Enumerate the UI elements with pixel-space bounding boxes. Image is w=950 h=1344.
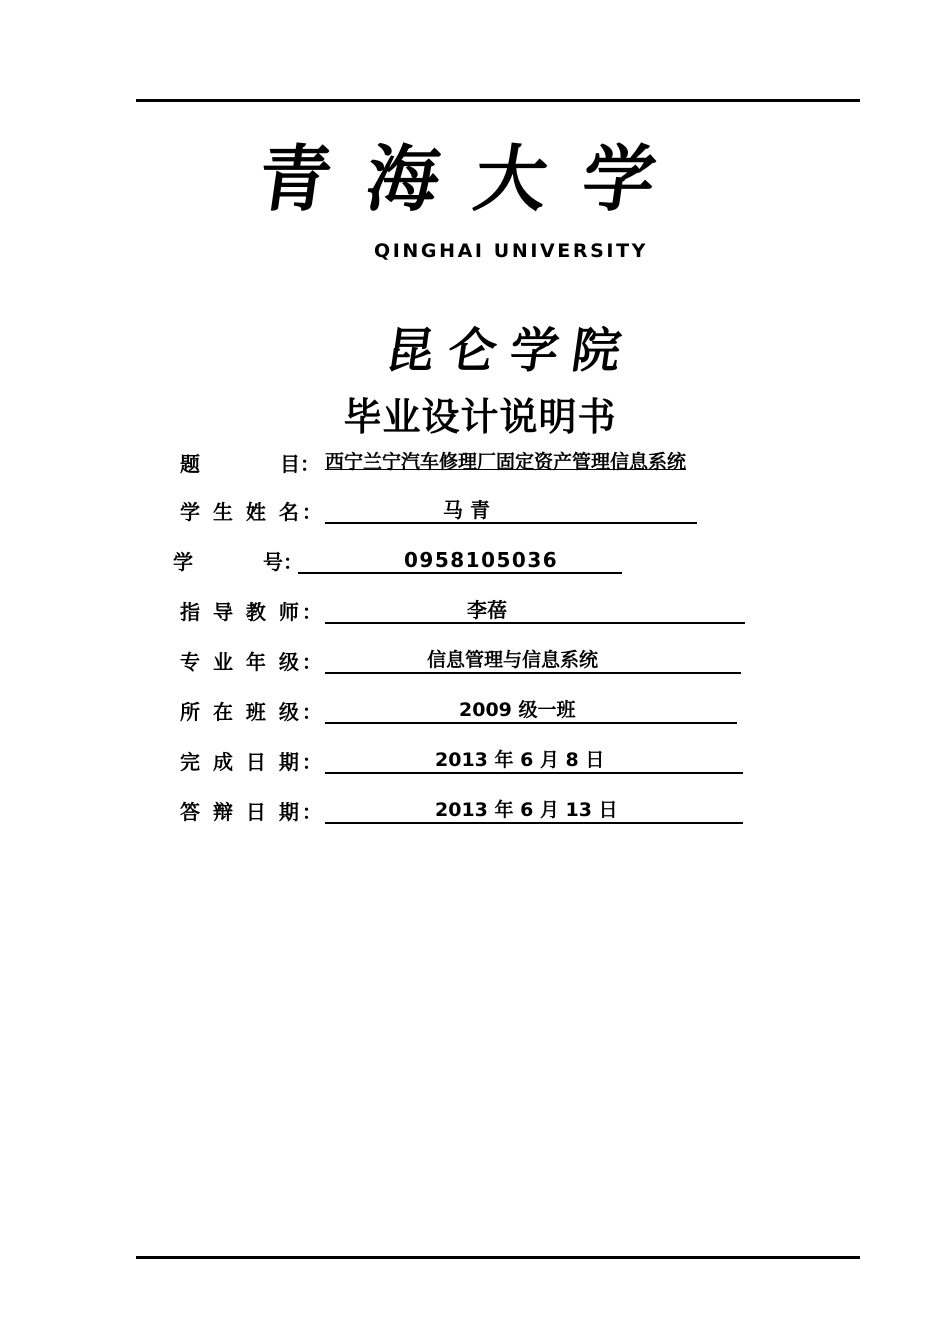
field-value-line — [325, 494, 697, 524]
university-logo-english: QINGHAI UNIVERSITY — [374, 240, 648, 262]
field-value: 马 青 — [443, 498, 490, 522]
field-value: 2009 级一班 — [459, 699, 576, 721]
field-value-line — [325, 644, 741, 674]
field-defense-date — [0, 794, 950, 824]
bottom-rule — [136, 1256, 860, 1259]
field-value: 0958105036 — [404, 548, 559, 572]
field-label: 完 成 日 期： — [180, 750, 325, 774]
field-value: 信息管理与信息系统 — [427, 649, 599, 671]
document-title: 毕业设计说明书 — [343, 395, 617, 439]
field-label: 答 辩 日 期： — [180, 800, 325, 824]
field-student-id — [0, 544, 950, 574]
college-name: 昆仑学院 — [382, 323, 639, 379]
field-value-line — [325, 594, 745, 624]
field-value-line — [325, 794, 743, 824]
field-value-line — [325, 744, 743, 774]
field-label: 题 目： — [180, 452, 320, 476]
field-label: 所 在 班 级： — [180, 700, 325, 724]
field-value-line — [325, 446, 753, 474]
field-label: 学 号： — [173, 550, 303, 574]
field-value-line — [325, 694, 737, 724]
field-value-line — [298, 544, 622, 574]
field-title — [0, 446, 950, 476]
university-logo-chinese: 青海大学 — [253, 136, 698, 221]
field-class — [0, 694, 950, 724]
top-rule — [136, 99, 860, 102]
field-value: 西宁兰宁汽车修理厂固定资产管理信息系统 — [325, 451, 687, 473]
field-value: 2013 年 6 月 13 日 — [435, 799, 618, 821]
field-completion-date — [0, 744, 950, 774]
field-major — [0, 644, 950, 674]
field-advisor — [0, 594, 950, 624]
field-label: 指 导 教 师： — [180, 600, 325, 624]
field-value: 李蓓 — [467, 598, 507, 622]
field-value: 2013 年 6 月 8 日 — [435, 749, 605, 771]
field-student-name — [0, 494, 950, 524]
field-label: 学 生 姓 名： — [180, 500, 325, 524]
field-label: 专 业 年 级： — [180, 650, 325, 674]
